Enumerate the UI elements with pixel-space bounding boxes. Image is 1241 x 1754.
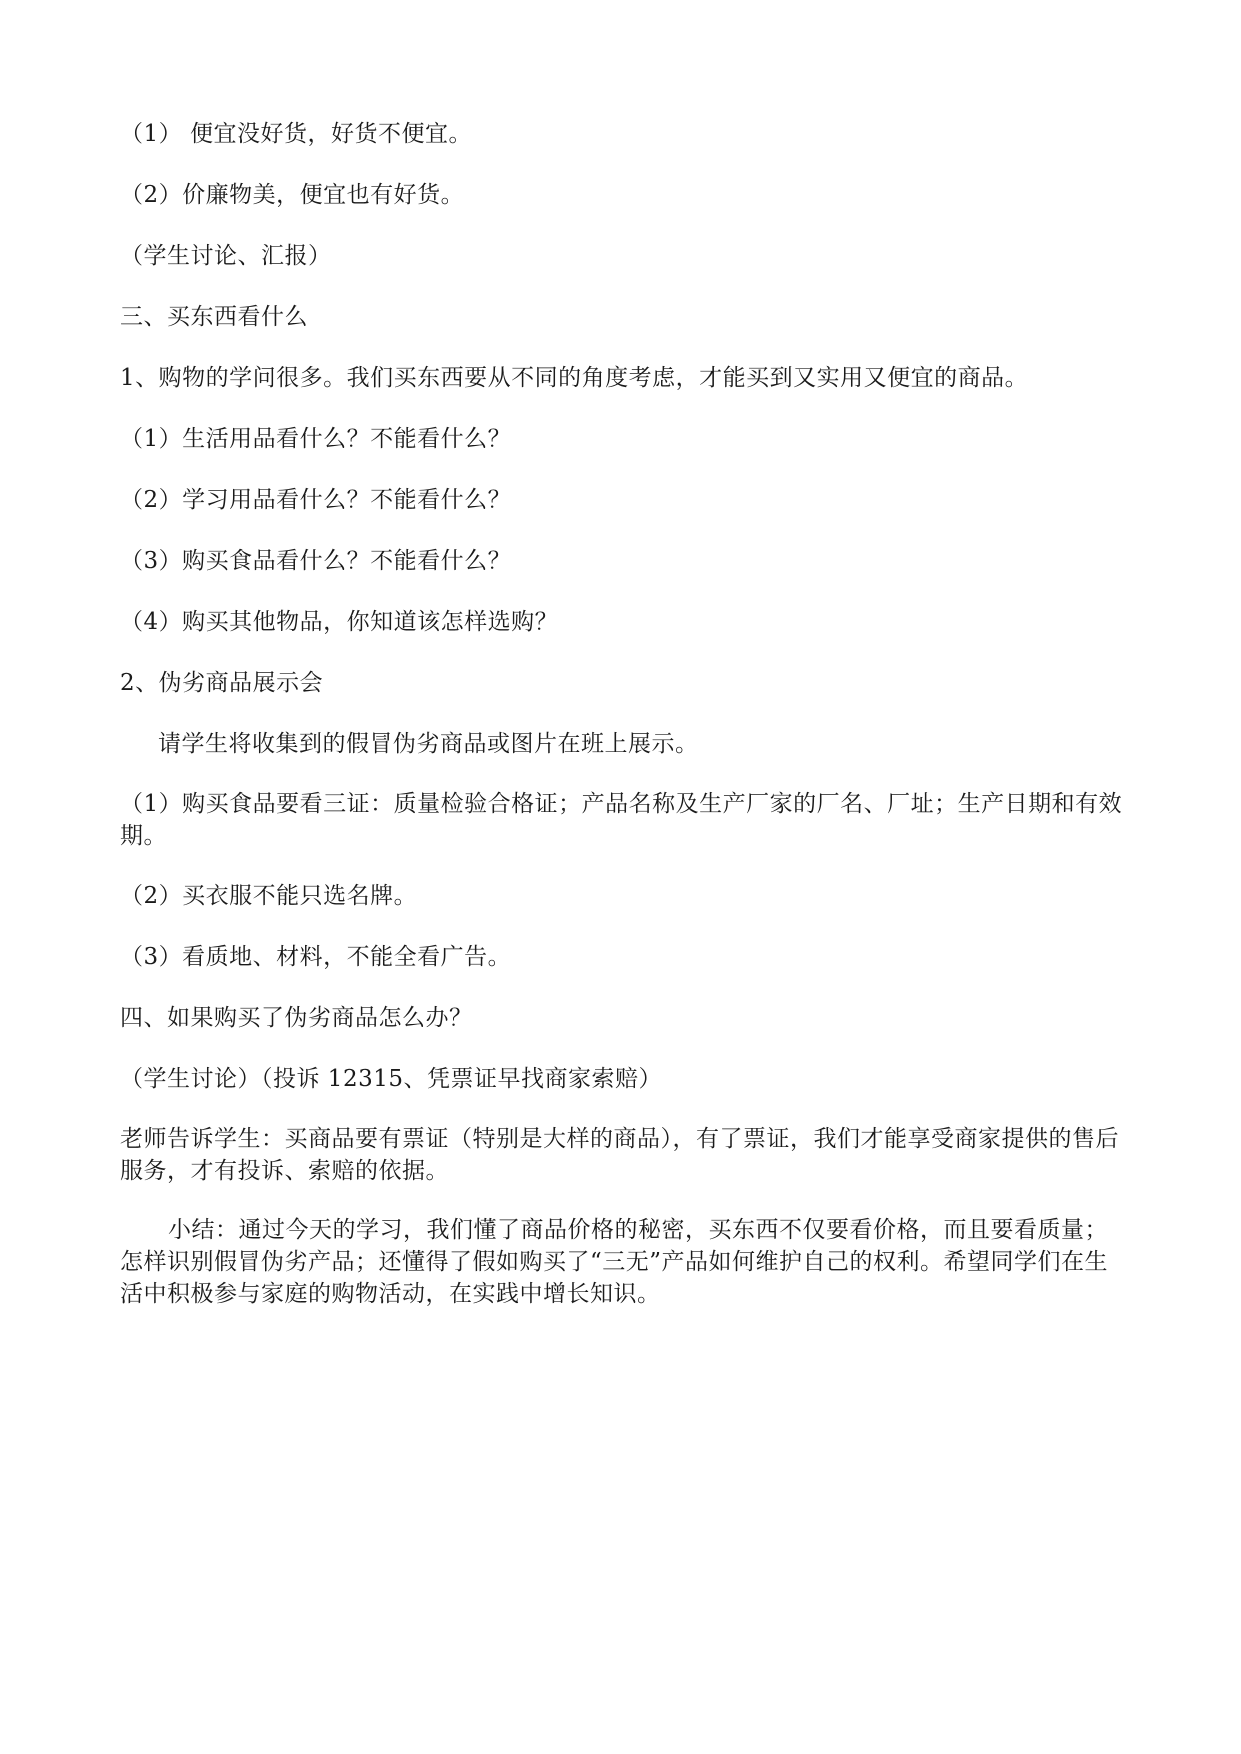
tip-clothing: （2）买衣服不能只选名牌。 bbox=[120, 883, 418, 909]
subheading-counterfeit-exhibit: 2、伪劣商品展示会 bbox=[120, 670, 324, 696]
paragraph-teacher-advice: 老师告诉学生：买商品要有票证（特别是大样的商品），有了票证，我们才能享受商家提供的售后服务，才有投诉、索赔的依据。 bbox=[120, 1126, 1119, 1184]
paragraph-summary: 小结：通过今天的学习，我们懂了商品价格的秘密，买东西不仅要看价格，而且要看质量；怎样识别假冒伪劣产品；还懂得了假如购买了“三无”产品如何维护自己的权利。希望同学们在生活中积极参与家庭的购物活动，在实践中增长知识。 bbox=[120, 1217, 1109, 1307]
tip-material: （3）看质地、材料，不能全看广告。 bbox=[120, 944, 512, 970]
question-other-items: （4）购买其他物品，你知道该怎样选购？ bbox=[120, 609, 559, 635]
question-food: （3）购买食品看什么？不能看什么？ bbox=[120, 548, 512, 574]
section-heading-3: 三、买东西看什么 bbox=[120, 304, 308, 330]
tip-food-certificates: （1）购买食品要看三证：质量检验合格证；产品名称及生产厂家的厂名、厂址；生产日期和有效期。 bbox=[120, 791, 1123, 849]
question-daily-goods: （1）生活用品看什么？不能看什么？ bbox=[120, 426, 512, 452]
paragraph-complaint-note: （学生讨论）（投诉 12315、凭票证早找商家索赔） bbox=[120, 1066, 662, 1092]
section-heading-4: 四、如果购买了伪劣商品怎么办？ bbox=[120, 1005, 473, 1031]
paragraph-shopping-intro: 1、购物的学问很多。我们买东西要从不同的角度考虑，才能买到又实用又便宜的商品。 bbox=[120, 365, 1029, 391]
paragraph-option-1: （1） 便宜没好货，好货不便宜。 bbox=[120, 121, 472, 147]
question-study-supplies: （2）学习用品看什么？不能看什么？ bbox=[120, 487, 512, 513]
document-body bbox=[120, 117, 1125, 1337]
paragraph-discussion-note: （学生讨论、汇报） bbox=[120, 243, 332, 269]
paragraph-option-2: （2）价廉物美，便宜也有好货。 bbox=[120, 182, 465, 208]
paragraph-exhibit-instruction: 请学生将收集到的假冒伪劣商品或图片在班上展示。 bbox=[158, 731, 699, 757]
